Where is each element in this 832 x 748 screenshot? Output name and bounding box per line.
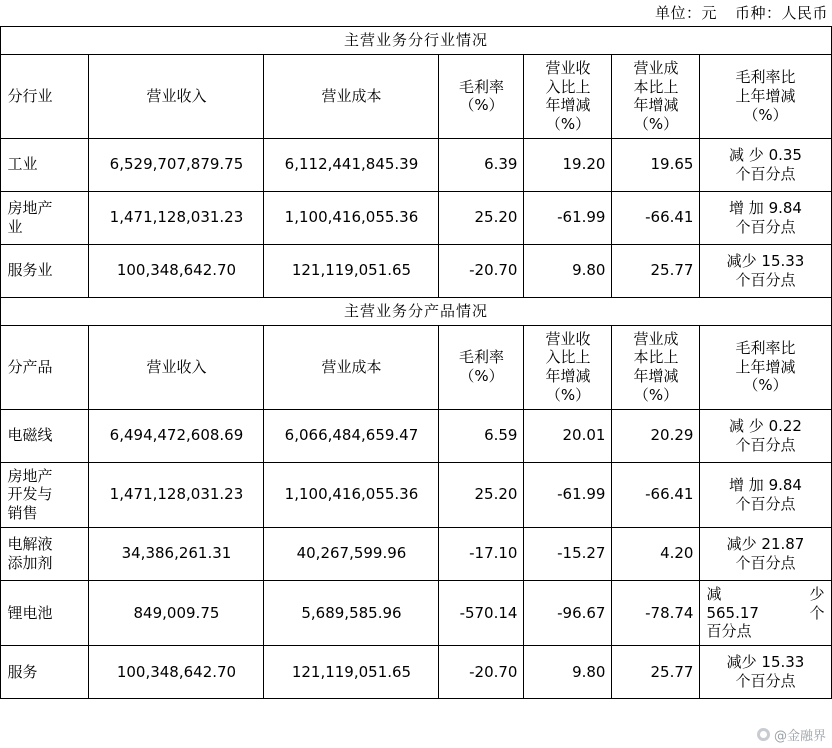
table-header-row xyxy=(1,54,831,138)
header-gross-margin-line1: 毛利率 xyxy=(458,77,504,96)
row-label xyxy=(1,527,89,580)
header-product: 分产品 xyxy=(1,325,89,409)
cell-cost-yoy: -78.74 xyxy=(612,580,700,645)
cell-gross-margin: 6.39 xyxy=(439,138,524,191)
header-margin-yoy-line1: 毛利率比 xyxy=(735,338,796,357)
cell-cost-yoy: 4.20 xyxy=(612,527,700,580)
header-revenue-yoy xyxy=(524,325,612,409)
header-revenue-yoy-line4: （%） xyxy=(545,385,591,404)
header-cost-yoy-line3: 年增减 xyxy=(633,96,679,115)
cell-margin-yoy-line1: 减 少 0.22 xyxy=(729,416,802,435)
cell-margin-yoy-line1: 增 加 9.84 xyxy=(729,475,802,494)
header-cost-yoy-line1: 营业成 xyxy=(633,329,679,348)
cell-revenue-yoy: -96.67 xyxy=(524,580,612,645)
row-label-line3: 销售 xyxy=(7,504,38,522)
cell-margin-yoy-line2: 个百分点 xyxy=(735,435,796,454)
cell-cost-yoy: 19.65 xyxy=(612,138,700,191)
header-industry: 分行业 xyxy=(1,54,89,138)
header-margin-yoy-line1: 毛利率比 xyxy=(735,68,796,87)
cell-revenue-yoy: 9.80 xyxy=(524,646,612,699)
cell-gross-margin: -20.70 xyxy=(439,244,524,297)
row-label-line2: 业 xyxy=(7,217,23,236)
cell-gross-margin: 25.20 xyxy=(439,191,524,244)
cell-margin-yoy-line2: 个百分点 xyxy=(735,553,796,572)
cell-revenue: 1,471,128,031.23 xyxy=(89,462,264,527)
main-business-table xyxy=(0,26,831,699)
cell-margin-yoy-line1: 减 少 0.35 xyxy=(729,146,802,164)
cell-margin-yoy xyxy=(700,409,831,462)
header-cost: 营业成本 xyxy=(264,54,439,138)
cell-margin-yoy xyxy=(700,191,831,244)
header-revenue-yoy-line2: 入比上 xyxy=(545,348,591,367)
cell-revenue-yoy: 19.20 xyxy=(524,138,612,191)
header-cost-yoy xyxy=(612,325,700,409)
cell-cost: 6,066,484,659.47 xyxy=(264,409,439,462)
cell-cost-yoy: 20.29 xyxy=(612,409,700,462)
header-revenue-yoy-line3: 年增减 xyxy=(545,96,591,115)
cell-margin-yoy xyxy=(700,138,831,191)
cell-gross-margin: -17.10 xyxy=(439,527,524,580)
cell-margin-yoy-line1: 减少 21.87 xyxy=(726,535,805,553)
cell-cost: 121,119,051.65 xyxy=(264,646,439,699)
cell-gross-margin: -570.14 xyxy=(439,580,524,645)
table-row xyxy=(1,138,831,191)
watermark xyxy=(757,725,826,744)
cell-margin-yoy-line2: 个百分点 xyxy=(735,217,796,236)
unit-currency-line xyxy=(0,0,832,26)
cell-margin-yoy xyxy=(700,527,831,580)
header-gross-margin-line2: （%） xyxy=(459,367,504,385)
header-gross-margin xyxy=(439,325,524,409)
watermark-logo-icon xyxy=(757,728,770,741)
section2-title: 主营业务分产品情况 xyxy=(1,297,831,325)
header-margin-yoy xyxy=(700,325,831,409)
row-label xyxy=(1,462,89,527)
cell-revenue-yoy: -61.99 xyxy=(524,191,612,244)
cell-revenue: 6,529,707,879.75 xyxy=(89,138,264,191)
header-revenue-yoy-line2: 入比上 xyxy=(545,77,591,96)
cell-revenue-yoy: -15.27 xyxy=(524,527,612,580)
header-cost-yoy-line4: （%） xyxy=(633,385,679,404)
cell-margin-yoy-line2: 个百分点 xyxy=(735,494,796,513)
row-label-line2: 添加剂 xyxy=(7,553,53,572)
row-label: 服务业 xyxy=(1,244,89,297)
cell-cost-yoy: -66.41 xyxy=(612,462,700,527)
cell-cost: 5,689,585.96 xyxy=(264,580,439,645)
row-label-line2: 开发与 xyxy=(7,485,53,504)
cell-margin-yoy-line1: 减 少 xyxy=(706,584,825,603)
cell-revenue-yoy: -61.99 xyxy=(524,462,612,527)
table-row xyxy=(1,580,831,645)
header-cost: 营业成本 xyxy=(264,325,439,409)
cell-margin-yoy xyxy=(700,244,831,297)
header-cost-yoy-line3: 年增减 xyxy=(633,367,679,385)
header-revenue-yoy-line3: 年增减 xyxy=(545,367,591,385)
header-cost-yoy-line4: （%） xyxy=(633,115,679,133)
cell-cost: 1,100,416,055.36 xyxy=(264,191,439,244)
row-label: 电磁线 xyxy=(1,409,89,462)
header-gross-margin xyxy=(439,54,524,138)
header-revenue: 营业收入 xyxy=(89,54,264,138)
header-margin-yoy-line3: （%） xyxy=(743,105,788,124)
row-label: 锂电池 xyxy=(1,580,89,645)
section-title-row xyxy=(1,297,831,325)
cell-gross-margin: 6.59 xyxy=(439,409,524,462)
cell-cost: 1,100,416,055.36 xyxy=(264,462,439,527)
cell-cost-yoy: -66.41 xyxy=(612,191,700,244)
cell-revenue: 1,471,128,031.23 xyxy=(89,191,264,244)
cell-margin-yoy-line1: 减少 15.33 xyxy=(726,653,805,672)
header-revenue-yoy-line1: 营业收 xyxy=(545,58,591,77)
header-gross-margin-line1: 毛利率 xyxy=(458,348,504,367)
table-row xyxy=(1,244,831,297)
header-margin-yoy xyxy=(700,54,831,138)
cell-margin-yoy-line1: 减少 15.33 xyxy=(726,252,805,270)
table-row xyxy=(1,462,831,527)
currency-label: 币种：人民币 xyxy=(734,4,828,22)
table-row xyxy=(1,646,831,699)
unit-label: 单位：元 xyxy=(654,4,717,22)
cell-margin-yoy-line2: 个百分点 xyxy=(735,672,796,690)
header-margin-yoy-line3: （%） xyxy=(743,376,788,395)
row-label xyxy=(1,191,89,244)
table-header-row xyxy=(1,325,831,409)
header-cost-yoy-line2: 本比上 xyxy=(633,348,679,367)
cell-margin-yoy-line2: 个百分点 xyxy=(735,164,796,183)
header-revenue-yoy xyxy=(524,54,612,138)
cell-cost-yoy: 25.77 xyxy=(612,244,700,297)
cell-revenue-yoy: 20.01 xyxy=(524,409,612,462)
cell-gross-margin: 25.20 xyxy=(439,462,524,527)
cell-cost-yoy: 25.77 xyxy=(612,646,700,699)
cell-revenue: 6,494,472,608.69 xyxy=(89,409,264,462)
row-label-line1: 房地产 xyxy=(7,199,53,217)
cell-margin-yoy-line2: 565.17 个 xyxy=(706,603,825,622)
row-label: 服务 xyxy=(1,646,89,699)
cell-margin-yoy xyxy=(700,580,831,645)
table-row xyxy=(1,409,831,462)
header-margin-yoy-line2: 上年增减 xyxy=(735,86,796,105)
row-label-line1: 电解液 xyxy=(7,535,53,553)
header-revenue: 营业收入 xyxy=(89,325,264,409)
cell-margin-yoy xyxy=(700,646,831,699)
cell-revenue: 100,348,642.70 xyxy=(89,646,264,699)
cell-revenue-yoy: 9.80 xyxy=(524,244,612,297)
row-label: 工业 xyxy=(1,138,89,191)
header-cost-yoy xyxy=(612,54,700,138)
header-revenue-yoy-line4: （%） xyxy=(545,115,591,133)
row-label-line1: 房地产 xyxy=(7,466,53,485)
cell-revenue: 849,009.75 xyxy=(89,580,264,645)
cell-cost: 6,112,441,845.39 xyxy=(264,138,439,191)
header-margin-yoy-line2: 上年增减 xyxy=(735,357,796,376)
cell-margin-yoy-line1: 增 加 9.84 xyxy=(729,199,802,217)
cell-margin-yoy xyxy=(700,462,831,527)
header-cost-yoy-line1: 营业成 xyxy=(633,58,679,77)
header-revenue-yoy-line1: 营业收 xyxy=(545,329,591,348)
cell-revenue: 100,348,642.70 xyxy=(89,244,264,297)
section-title-row xyxy=(1,27,831,55)
watermark-text: @金融界 xyxy=(773,729,826,744)
section1-title: 主营业务分行业情况 xyxy=(1,27,831,55)
cell-revenue: 34,386,261.31 xyxy=(89,527,264,580)
cell-cost: 40,267,599.96 xyxy=(264,527,439,580)
header-gross-margin-line2: （%） xyxy=(459,96,504,115)
cell-gross-margin: -20.70 xyxy=(439,646,524,699)
cell-margin-yoy-line3: 百分点 xyxy=(706,622,752,641)
cell-margin-yoy-line2: 个百分点 xyxy=(735,270,796,289)
header-cost-yoy-line2: 本比上 xyxy=(633,77,679,96)
table-row xyxy=(1,191,831,244)
table-row xyxy=(1,527,831,580)
cell-cost: 121,119,051.65 xyxy=(264,244,439,297)
